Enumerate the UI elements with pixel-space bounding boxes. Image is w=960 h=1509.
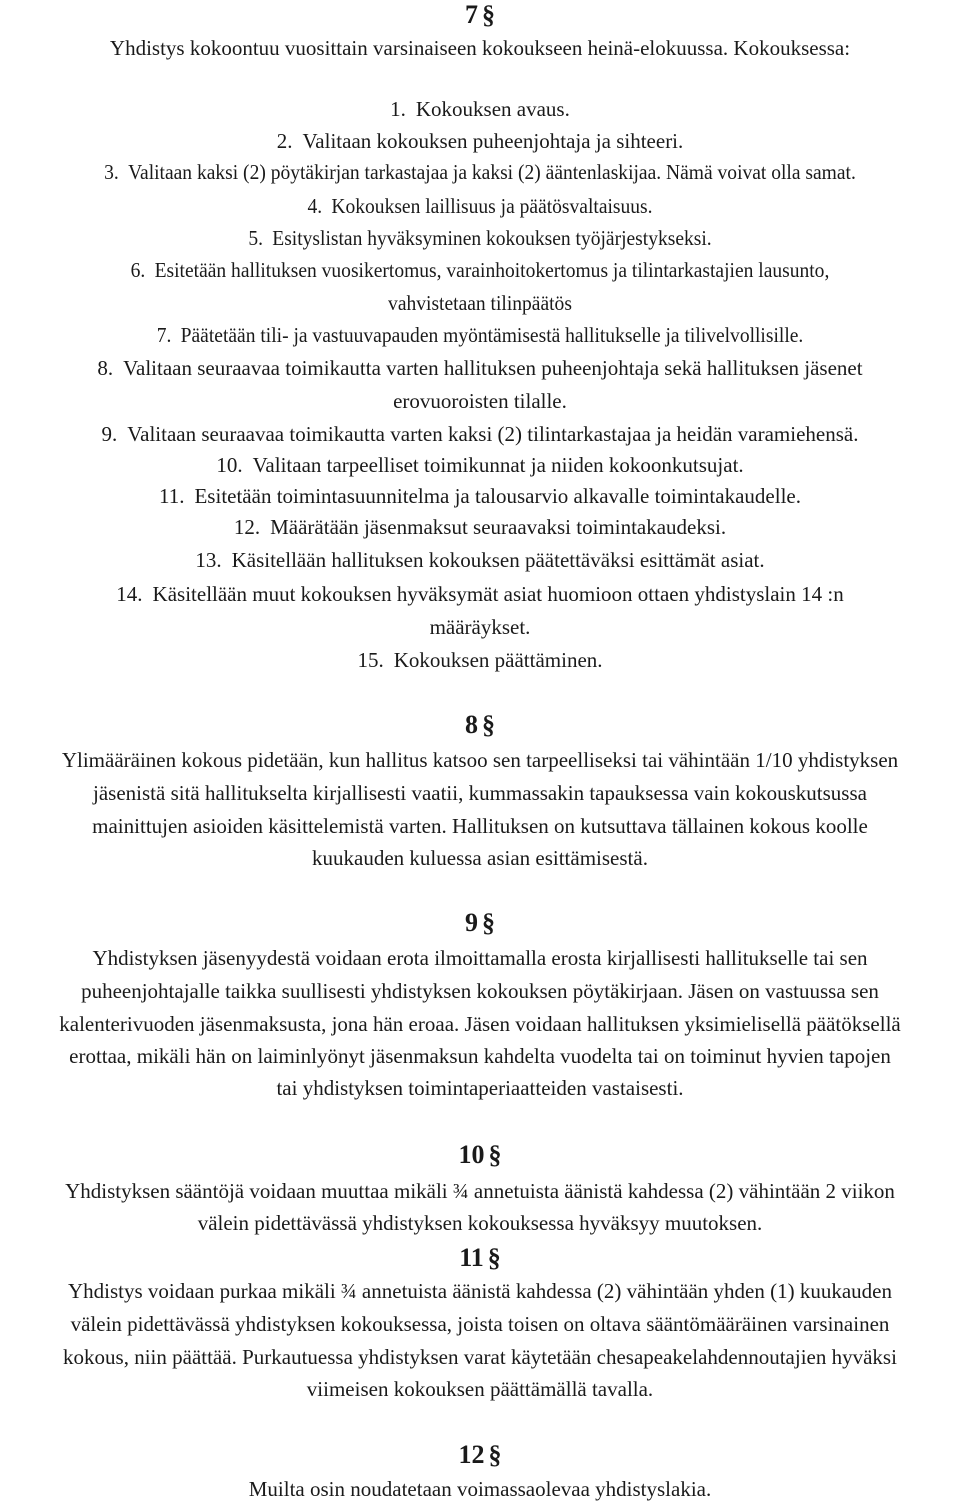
section-11-line-3: kokous, niin päättää. Purkautuessa yhdistyksen varat käytetään chesapeakelahdennoutajien hyväksi	[63, 1345, 897, 1369]
agenda-item-7: 7. Päätetään tili- ja vastuuvapauden myöntämisestä hallitukselle ja tilivelvollisille.	[156, 323, 804, 347]
agenda-item-11: 11. Esitetään toimintasuunnitelma ja talousarvio alkavalle toimintakaudelle.	[159, 484, 801, 508]
agenda-item-8: 8. Valitaan seuraavaa toimikautta varten hallituksen puheenjohtaja sekä hallituksen jäsenet	[97, 356, 863, 380]
section-9-line-3: kalenterivuoden jäsenmaksusta, jona hän eroaa. Jäsen voidaan hallituksen yksimielisellä päätöksellä	[59, 1012, 901, 1036]
section-8-line-3: mainittujen asioiden käsittelemistä varten. Hallituksen on kutsuttava tällainen kokous koolle	[92, 814, 868, 838]
section-sign: §	[487, 1243, 501, 1272]
section-8-line-4: kuukauden kuluessa asian esittämisestä.	[312, 846, 648, 870]
section-sign: §	[488, 1440, 502, 1469]
section-12-heading: 12 §	[458, 1440, 502, 1469]
agenda-item-8-cont: erovuoroisten tilalle.	[393, 389, 567, 413]
section-12-line-1: Muilta osin noudatetaan voimassaolevaa yhdistyslakia.	[248, 1477, 712, 1501]
agenda-item-12: 12. Määrätään jäsenmaksut seuraavaksi toimintakaudeksi.	[233, 515, 727, 539]
agenda-item-15: 15. Kokouksen päättäminen.	[357, 648, 603, 672]
agenda-item-3: 3. Valitaan kaksi (2) pöytäkirjan tarkastajaa ja kaksi (2) ääntenlaskijaa. Nämä voivat olla samat.	[104, 160, 856, 184]
section-11-line-4: viimeisen kokouksen päättämällä tavalla.	[306, 1377, 654, 1401]
section-7-heading: 7 §	[465, 0, 495, 29]
agenda-item-13: 13. Käsitellään hallituksen kokouksen päätettäväksi esittämät asiat.	[195, 548, 765, 572]
section-9-line-2: puheenjohtajalle taikka suullisesti yhdistyksen kokouksen pöytäkirjaan. Jäsen on vastuussa sen	[81, 979, 879, 1003]
section-sign: §	[482, 710, 495, 739]
section-8-heading: 8 §	[465, 710, 495, 739]
section-7-intro: Yhdistys kokoontuu vuosittain varsinaiseen kokoukseen heinä-elokuussa. Kokouksessa:	[109, 36, 851, 60]
agenda-item-9: 9. Valitaan seuraavaa toimikautta varten kaksi (2) tilintarkastajaa ja heidän varamiehensä.	[101, 422, 859, 446]
agenda-item-1: 1. Kokouksen avaus.	[390, 97, 570, 121]
section-11-heading: 11 §	[459, 1243, 501, 1272]
section-11-line-1: Yhdistys voidaan purkaa mikäli ¾ annetuista äänistä kahdessa (2) vähintään yhden (1) kuukauden	[67, 1279, 892, 1303]
section-sign: §	[482, 908, 495, 937]
section-9-heading: 9 §	[465, 908, 495, 937]
section-10-heading: 10 §	[458, 1140, 502, 1169]
section-8-line-2: jäsenistä sitä hallitukselta kirjallisesti vaatii, kummassakin tapauksessa vain kokouskutsussa	[93, 781, 867, 805]
agenda-item-6-cont: vahvistetaan tilinpäätös	[388, 291, 572, 315]
agenda-item-10: 10. Valitaan tarpeelliset toimikunnat ja niiden kokoonkutsujat.	[216, 453, 744, 477]
section-sign: §	[482, 0, 495, 29]
agenda-item-2: 2. Valitaan kokouksen puheenjohtaja ja sihteeri.	[276, 129, 684, 153]
agenda-item-14: 14. Käsitellään muut kokouksen hyväksymät asiat huomioon ottaen yhdistyslain 14 :n	[116, 582, 844, 606]
section-9-line-5: tai yhdistyksen toimintaperiaatteiden vastaisesti.	[276, 1076, 684, 1100]
section-10-line-2: välein pidettävässä yhdistyksen kokouksessa hyväksyy muutoksen.	[197, 1211, 763, 1235]
agenda-item-14-cont: määräykset.	[429, 615, 531, 639]
section-10-line-1: Yhdistyksen sääntöjä voidaan muuttaa mikäli ¾ annetuista äänistä kahdessa (2) vähintään 2 viikon	[65, 1179, 895, 1203]
section-sign: §	[488, 1140, 502, 1169]
agenda-item-6: 6. Esitetään hallituksen vuosikertomus, varainhoitokertomus ja tilintarkastajien lausunto,	[130, 258, 830, 282]
section-9-line-1: Yhdistyksen jäsenyydestä voidaan erota ilmoittamalla erosta kirjallisesti hallitukselle tai sen	[92, 946, 868, 970]
section-8-line-1: Ylimääräinen kokous pidetään, kun hallitus katsoo sen tarpeelliseksi tai vähintään 1/10 yhdistyksen	[61, 748, 899, 772]
section-11-line-2: välein pidettävässä yhdistyksen kokouksessa, joista toisen on oltava sääntömääräinen varsinainen	[70, 1312, 890, 1336]
agenda-item-4: 4. Kokouksen laillisuus ja päätösvaltaisuus.	[307, 194, 653, 218]
section-9-line-4: erottaa, mikäli hän on laiminlyönyt jäsenmaksun kahdelta vuodelta tai on toiminut hyvien tapojen	[69, 1044, 891, 1068]
agenda-item-5: 5. Esityslistan hyväksyminen kokouksen työjärjestykseksi.	[248, 226, 712, 250]
